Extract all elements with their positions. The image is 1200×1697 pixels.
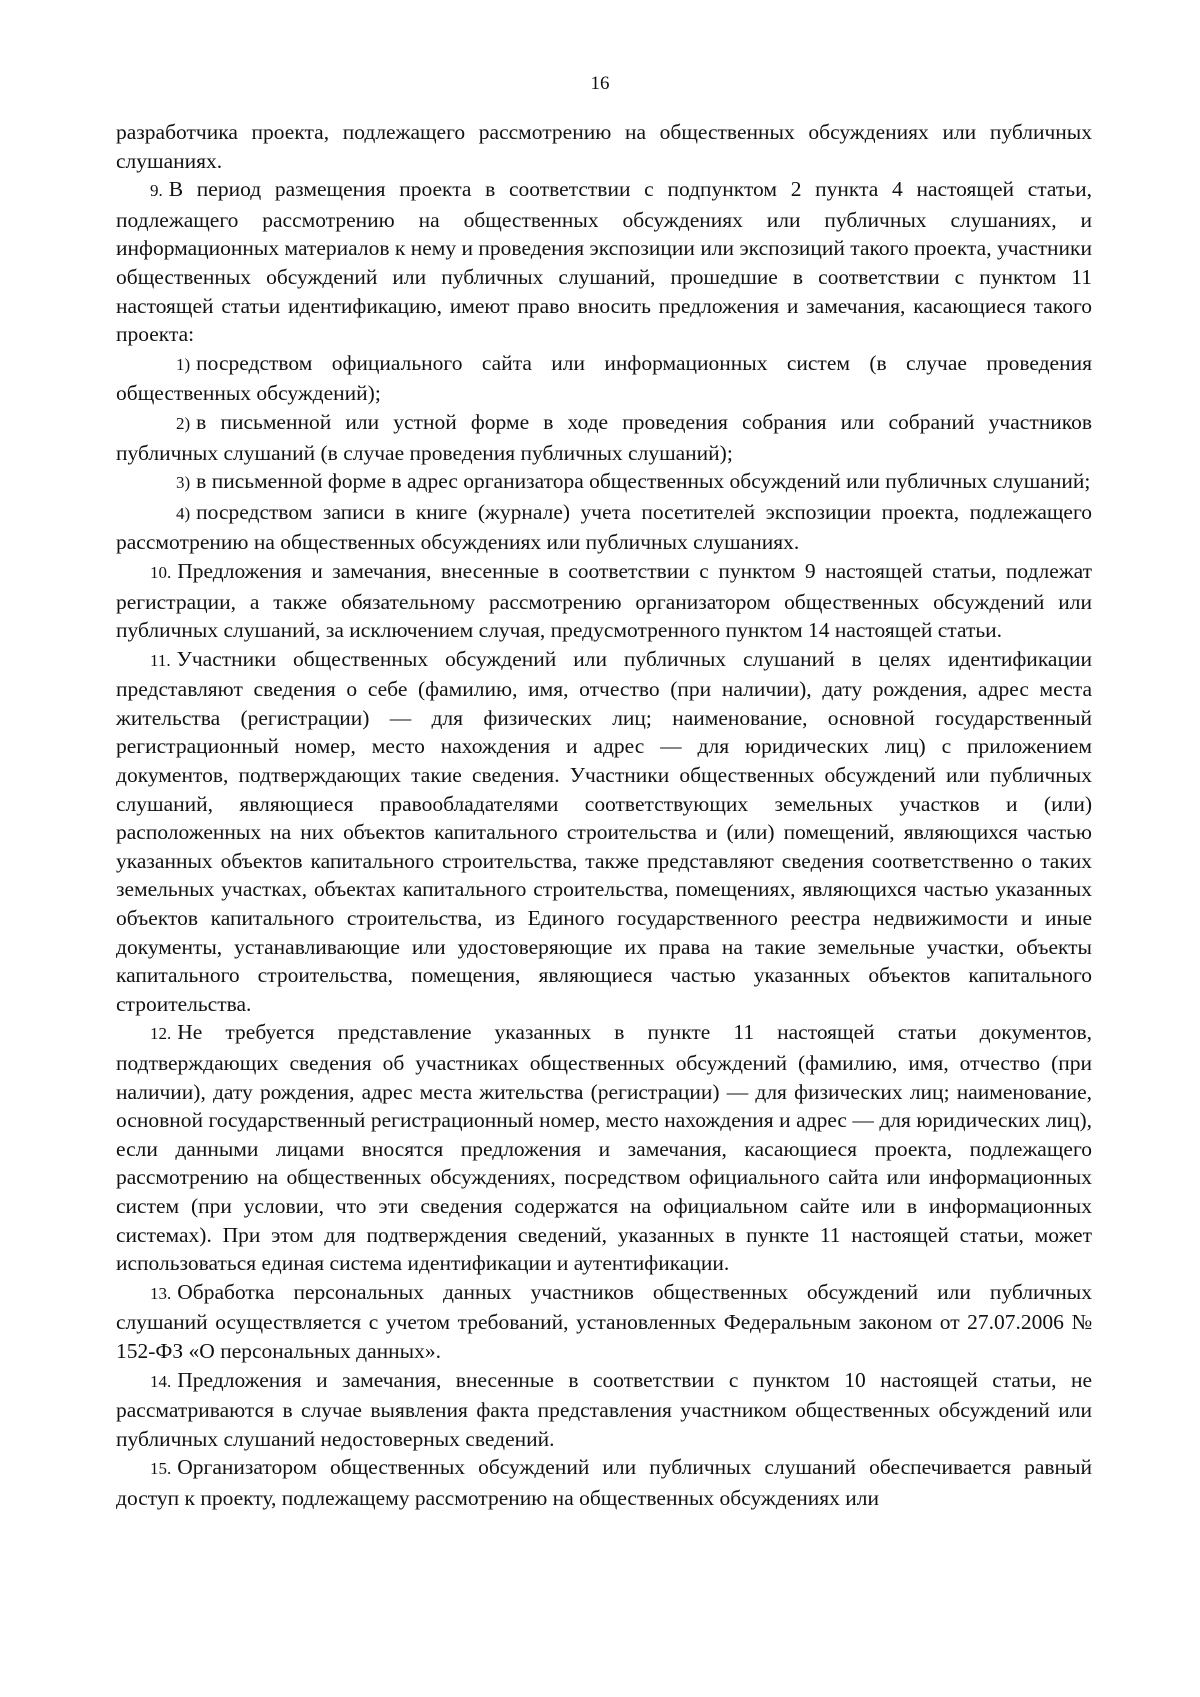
paragraph-number: 12. (150, 1024, 172, 1044)
subitem-text: в письменной форме в адрес организатора общественных обсуждений или публичных слушаний; (196, 469, 1091, 494)
subitem-number: 3) (176, 473, 191, 493)
paragraph-item-13 (116, 1278, 1092, 1366)
subitem-text: посредством записи в книге (журнале) учета посетителей экспозиции проекта, подлежащего рассмотрению на общественных обсуждениях или публичных слушаниях. (116, 499, 1092, 555)
page-number: 16 (590, 73, 610, 94)
document-body (116, 118, 1092, 1513)
subitem-text: в письменной или устной форме в ходе проведения собрания или собраний участников публичных слушаний (в случае проведения публичных слушаний); (116, 409, 1092, 465)
paragraph-item-12 (116, 1018, 1092, 1277)
paragraph-item-11 (116, 645, 1092, 1019)
subitem-number: 4) (176, 503, 191, 523)
paragraph-item-14 (116, 1366, 1092, 1454)
subitem-text: посредством официального сайта или информационных систем (в случае проведения общественных обсуждений); (116, 350, 1092, 406)
subitem-4 (116, 498, 1092, 557)
paragraph-text: Предложения и замечания, внесенные в соответствии с пунктом 10 настоящей статьи, не рассматриваются в случае выявления факта представления участником общественных обсуждений или публичных слушаний недостоверных сведений. (116, 1367, 1092, 1451)
paragraph-text: разработчика проекта, подлежащего рассмотрению на общественных обсуждениях или публичных слушаниях. (116, 120, 1092, 173)
subitem-3 (116, 467, 1092, 498)
paragraph-text: Предложения и замечания, внесенные в соответствии с пунктом 9 настоящей статьи, подлежат регистрации, а также обязательному рассмотрению организатором общественных обсуждений или публичных слушаний, за исключением случая, предусмотренного пунктом 14 настоящей статьи. (116, 558, 1092, 643)
paragraph-text: Участники общественных обсуждений или публичных слушаний в целях идентификации представляют сведения о себе (фамилию, имя, отчество (при наличии), дату рождения, адрес места жительства (регистрации) — для физических лиц; наименование, основной государственный регистрационный номер, место нахождения и адрес — для юридических лиц) с приложением документов, подтверждающих такие сведения. Участники общественных обсуждений или публичных слушаний, являющиеся правообладателями соответствующих земельных участков и (или) расположенных на них объектов капитального строительства и (или) помещений, являющихся частью указанных объектов капитального строительства, также представляют сведения соответственно о таких земельных участках, объектах капитального строительства, помещениях, являющихся частью указанных объектов капитального строительства, из Единого государственного реестра недвижимости и иные документы, устанавливающие или удостоверяющие их права на такие земельные участки, объекты капитального строительства, помещения, являющиеся частью указанных объектов капитального строительства. (116, 646, 1092, 1016)
paragraph-item-10 (116, 557, 1092, 645)
paragraph-text: Не требуется представление указанных в пункте 11 настоящей статьи документов, подтверждающих сведения об участниках общественных обсуждений (фамилию, имя, отчество (при наличии), дату рождения, адрес места жительства (регистрации) — для физических лиц; наименование, основной государственный регистрационный номер, место нахождения и адрес — для юридических лиц), если данными лицами вносятся предложения и замечания, касающиеся проекта, подлежащего рассмотрению на общественных обсуждениях, посредством официального сайта или информационных систем (при условии, что эти сведения содержатся на официальном сайте или в информационных системах). При этом для подтверждения сведений, указанных в пункте 11 настоящей статьи, может использоваться единая система идентификации и аутентификации. (116, 1020, 1092, 1276)
subitem-number: 2) (176, 413, 191, 433)
paragraph-text: В период размещения проекта в соответствии с подпунктом 2 пункта 4 настоящей статьи, подлежащего рассмотрению на общественных обсуждениях или публичных слушаниях, и информационных материалов к нему и проведения экспозиции или экспозиций такого проекта, участники общественных обсуждений или публичных слушаний, прошедшие в соответствии с пунктом 11 настоящей статьи идентификацию, имеют право вносить предложения и замечания, касающиеся такого проекта: (116, 177, 1092, 347)
paragraph-continuation (116, 118, 1092, 175)
subitem-number: 1) (176, 354, 191, 374)
paragraph-text: Организатором общественных обсуждений или публичных слушаний обеспечивается равный доступ к проекту, подлежащему рассмотрению на общественных обсуждениях или (116, 1455, 1092, 1510)
paragraph-number: 9. (150, 181, 163, 201)
paragraph-number: 15. (150, 1459, 172, 1479)
paragraph-item-15 (116, 1453, 1092, 1512)
paragraph-number: 13. (150, 1283, 172, 1303)
paragraph-item-9 (116, 175, 1092, 349)
paragraph-number: 10. (150, 562, 172, 582)
paragraph-number: 14. (150, 1371, 172, 1391)
subitem-2 (116, 408, 1092, 467)
paragraph-number: 11. (150, 650, 171, 670)
subitem-1 (116, 349, 1092, 408)
paragraph-text: Обработка персональных данных участников общественных обсуждений или публичных слушаний осуществляется с учетом требований, установленных Федеральным законом от 27.07.2006 № 152-ФЗ «О персональных данных». (116, 1279, 1092, 1363)
